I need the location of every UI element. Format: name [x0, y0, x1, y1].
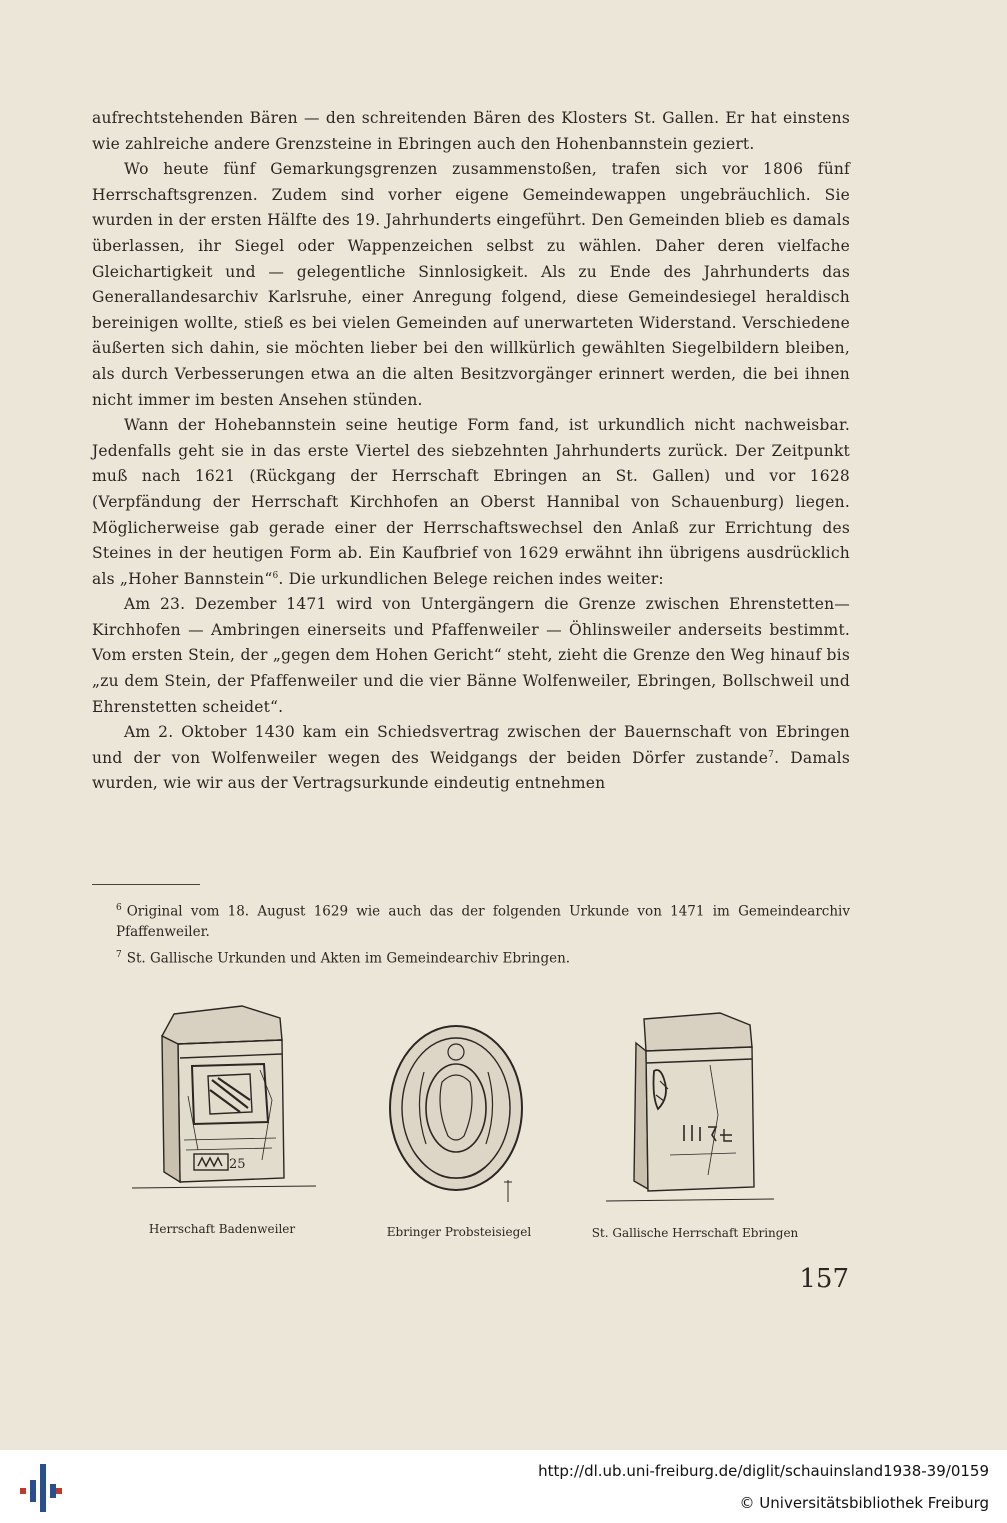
footnotes — [92, 898, 850, 971]
footnote-number: 6 — [116, 903, 122, 913]
paragraph-4: Am 23. Dezember 1471 wird von Untergängern die Grenze zwischen Ehrenstetten—Kirchhofen — Ambringen einerseits und Pfaffenweiler — Öhlinsweiler anderseits bestimmt. Vom ersten Stein, der „gegen dem Hohen Gericht“ steht, zieht die Grenze den Weg hinauf bis „zu dem Stein, der Pfaffenweiler und die vier Bänne Wolfenweiler, Ebringen, Bollschweil und Ehrenstetten scheidet“. — [92, 595, 850, 716]
figure-caption-2: Ebringer Probsteisiegel — [386, 1225, 532, 1239]
footnote-ref-6[interactable]: 6 — [272, 570, 279, 581]
stone-mark-number: 25 — [229, 1157, 246, 1172]
footnote-6 — [92, 898, 850, 942]
probstei-seal-illustration — [384, 1012, 534, 1212]
paragraph-3-text: Wann der Hohebannstein seine heutige Form fand, ist urkundlich nicht nachweisbar. Jedenfalls geht sie in das erste Viertel des siebzehnten Jahrhunderts zurück. Der Zeitpunkt muß nach 1621 (Rückgang der Herrschaft Ebringen an St. Gallen) und vor 1628 (Verpfändung der Herrschaft Kirchhofen an Oberst Hannibal von Schauenburg) liegen. Möglicherweise gab gerade einer der Herrschaftswechsel den Anlaß zur Errichtung des Steines in der heutigen Form ab. Ein Kaufbrief von 1629 erwähnt ihn übrigens ausdrücklich als „Hoher Bannstein“ — [92, 416, 850, 588]
paragraph-5-end: . Damals wurden, wie wir aus der Vertragsurkunde eindeutig entnehmen — [92, 748, 850, 793]
paragraph-2: Wo heute fünf Gemarkungsgrenzen zusammenstoßen, trafen sich vor 1806 fünf Herrschaftsgrenzen. Zudem sind vorher eigene Gemeindewappen ungebräuchlich. Sie wurden in der ersten Hälfte des 19. Jahrhunderts eingeführt. Den Gemeinden blieb es damals überlassen, ihr Siegel oder Wappenzeichen selbst zu wählen. Daher deren vielfache Gleichartigkeit und — gelegentliche Sinnlosigkeit. Als zu Ende des Jahrhunderts das Generallandesarchiv Karlsruhe, einer Anregung folgend, diese Gemeindesiegel heraldisch bereinigen wollte, stieß es bei vielen Gemeinden auf unerwarteten Widerstand. Verschiedene äußerten sich dahin, sie möchten lieber bei den willkürlich gewählten Siegelbildern bleiben, als durch Verbesserungen etwa an die alten Besitzvorgänger erinnert werden, die bei ihnen nicht immer im besten Ansehen stünden. — [92, 160, 850, 409]
viewer-footer — [0, 1450, 1007, 1523]
footnote-7 — [92, 945, 850, 969]
footnote-divider — [92, 884, 200, 885]
paragraph-3-end: . Die urkundlichen Belege reichen indes weiter: — [278, 569, 664, 588]
footnote-number: 7 — [116, 949, 122, 960]
figure-caption-3: St. Gallische Herrschaft Ebringen — [591, 1226, 799, 1240]
footnote-text: Original vom 18. August 1629 wie auch das der folgenden Urkunde von 1471 im Gemeindearchiv Pfaffenweiler. — [116, 903, 850, 940]
boundary-stone-st-gallen-illustration — [600, 1005, 780, 1215]
paragraph-5-text: Am 2. Oktober 1430 kam ein Schiedsvertrag zwischen der Bauernschaft von Ebringen und der von Wolfenweiler wegen des Weidgangs der beiden Dörfer zustande — [92, 723, 850, 767]
boundary-stone-badenweiler-illustration — [122, 1000, 322, 1210]
copyright-notice: © Universitätsbibliothek Freiburg — [739, 1494, 989, 1512]
paragraph-3 — [92, 413, 850, 592]
figure-caption-1: Herrschaft Badenweiler — [148, 1222, 296, 1236]
footnote-ref-7[interactable]: 7 — [768, 749, 775, 760]
ub-freiburg-logo-icon — [18, 1462, 64, 1514]
paragraph-5 — [92, 720, 850, 797]
permalink-url[interactable]: http://dl.ub.uni-freiburg.de/diglit/schauinsland1938-39/0159 — [538, 1462, 989, 1480]
footnote-text: St. Gallische Urkunden und Akten im Gemeindearchiv Ebringen. — [126, 950, 571, 966]
page-number: 157 — [799, 1264, 849, 1294]
body-text — [92, 106, 850, 797]
paragraph-1: aufrechtstehenden Bären — den schreitenden Bären des Klosters St. Gallen. Er hat einstens wie zahlreiche andere Grenzsteine in Ebringen auch den Hohenbannstein geziert. — [92, 109, 850, 153]
